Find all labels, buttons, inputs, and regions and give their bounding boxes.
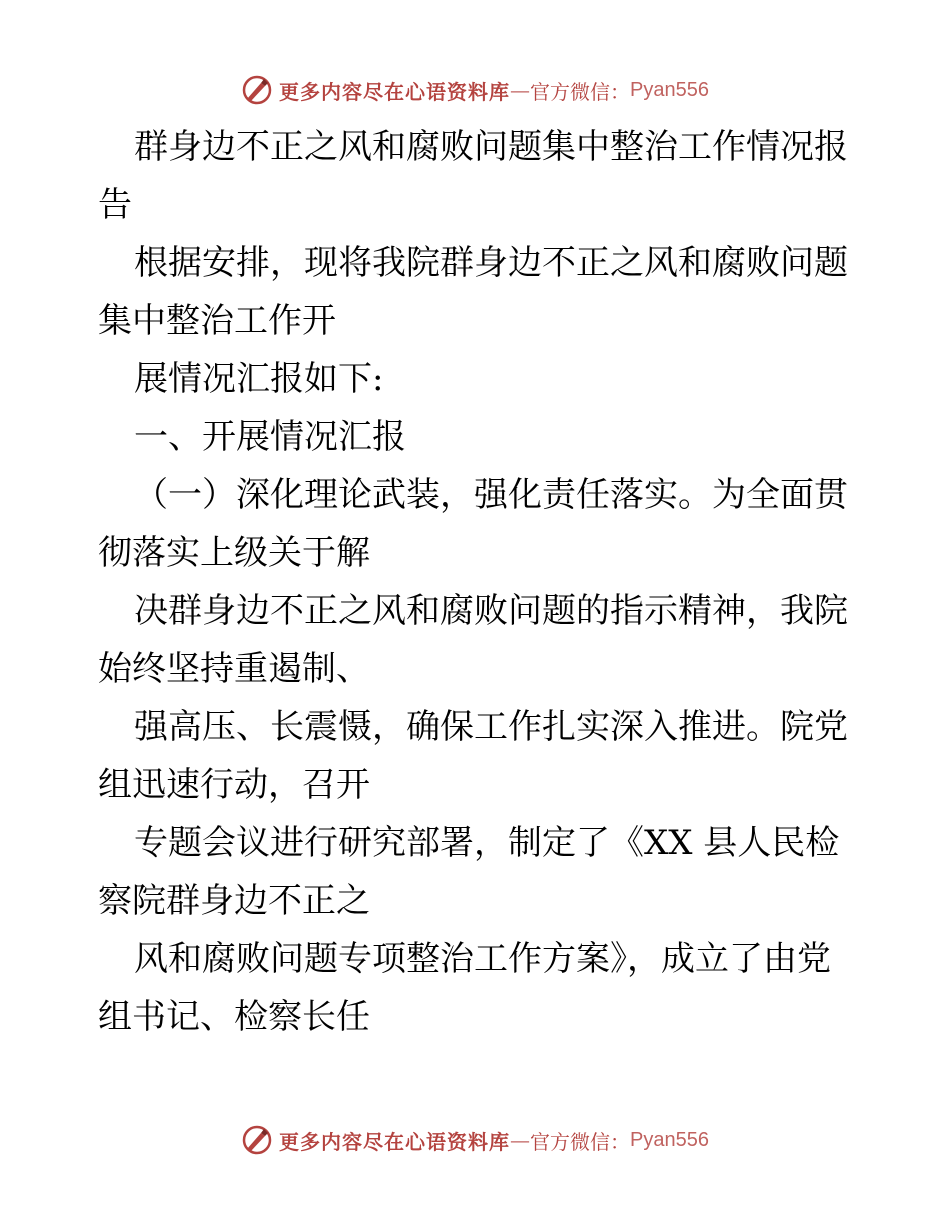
doc-line: 强高压、长震慑，确保工作扎实深入推进。院党	[134, 707, 848, 747]
doc-line: 根据安排，现将我院群身边不正之风和腐败问题	[134, 243, 848, 283]
banner-site-text: 更多内容尽在心语资料库	[279, 1129, 511, 1154]
pen-logo-icon	[241, 1124, 273, 1156]
doc-line: 组迅速行动，召开	[98, 765, 370, 805]
pen-logo-icon	[241, 74, 273, 106]
doc-line: 察院群身边不正之	[98, 881, 370, 921]
banner-wechat-label: 官方微信：	[530, 79, 631, 104]
subsection-heading: （一）深化理论武装，强化责任落实。为全面贯	[134, 475, 848, 515]
doc-line: 始终坚持重遏制、	[98, 649, 370, 689]
banner-wechat-label: 官方微信：	[530, 1129, 631, 1154]
doc-line: 展情况汇报如下:	[134, 359, 384, 399]
banner-wechat-id: Pyan556	[630, 1128, 709, 1151]
doc-line: 风和腐败问题专项整治工作方案》，成立了由党	[134, 939, 831, 979]
doc-line: 组书记、检察长任	[98, 997, 370, 1037]
doc-title-line-1: 群身边不正之风和腐败问题集中整治工作情况报	[134, 127, 848, 167]
banner-site-text: 更多内容尽在心语资料库	[279, 79, 511, 104]
banner-separator: —	[510, 78, 531, 102]
doc-line: 集中整治工作开	[98, 301, 336, 341]
doc-line: 彻落实上级关于解	[98, 533, 370, 573]
doc-title-line-2: 告	[98, 185, 132, 225]
banner-separator: —	[510, 1128, 531, 1152]
section-heading: 一、开展情况汇报	[134, 417, 406, 457]
doc-line: 专题会议进行研究部署，制定了《XX 县人民检	[134, 823, 840, 863]
document-body	[98, 118, 858, 1046]
header-banner	[0, 72, 950, 108]
doc-line: 决群身边不正之风和腐败问题的指示精神，我院	[134, 591, 848, 631]
footer-banner	[0, 1122, 950, 1158]
banner-wechat-id: Pyan556	[630, 78, 709, 101]
